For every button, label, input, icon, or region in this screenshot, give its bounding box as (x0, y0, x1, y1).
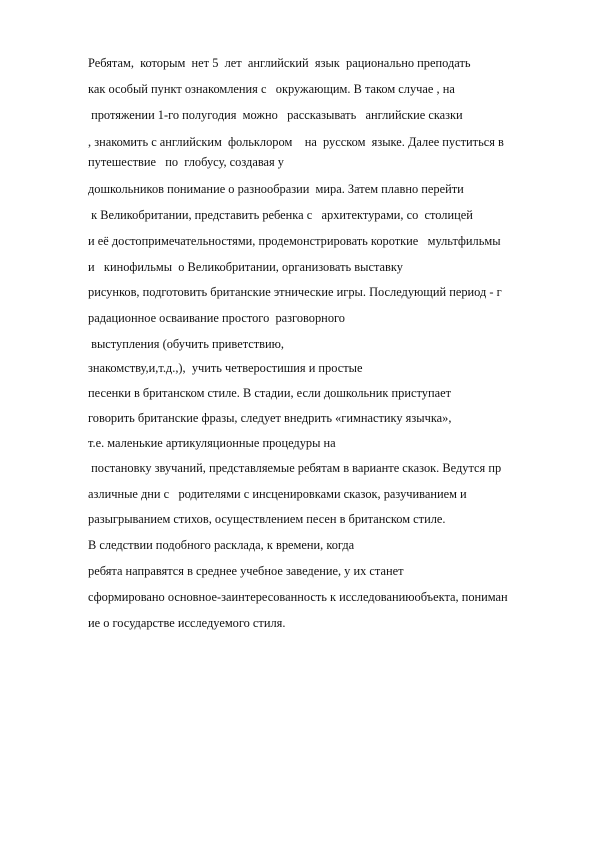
text-line: знакомству,и,т.д.,), учить четверостишия и простые (88, 361, 363, 375)
text-line: выступления (обучить приветствию, (88, 337, 285, 351)
text-line: как особый пункт ознакомления с окружающим. В таком случае , на (88, 82, 455, 96)
text-line: к Великобритании, представить ребенка с архитектурами, со столицей (88, 208, 473, 222)
text-line: рисунков, подготовить британские этнические игры. Последующий период - г (88, 285, 502, 299)
text-line: сформировано основное-заинтересованность к исследованиюобъекта, пониман (88, 590, 508, 604)
text-line: радационное осваивание простого разговорного (88, 311, 345, 325)
text-line: путешествие по глобусу, создавая у (88, 155, 284, 169)
text-line: ребята направятся в среднее учебное заведение, у их станет (88, 564, 404, 578)
text-line: постановку звучаний, представляемые ребятам в варианте сказок. Ведутся пр (88, 461, 502, 475)
text-line: и кинофильмы о Великобритании, организовать выставку (88, 260, 403, 274)
text-line: т.е. маленькие артикуляционные процедуры на (88, 436, 336, 450)
text-line: В следствии подобного расклада, к времени, когда (88, 538, 355, 552)
text-line: песенки в британском стиле. В стадии, если дошкольник приступает (88, 386, 451, 400)
text-line: , знакомить с английским фольклором на русском языке. Далее пуститься в (88, 135, 504, 149)
text-line: разыгрыванием стихов, осуществлением песен в британском стиле. (88, 512, 446, 526)
text-line: азличные дни с родителями с инсценировками сказок, разучиванием и (88, 487, 467, 501)
text-line: протяжении 1-го полугодия можно рассказывать английские сказки (88, 108, 463, 122)
text-line: ие о государстве исследуемого стиля. (88, 616, 286, 630)
text-line: и её достопримечательностями, продемонстрировать короткие мультфильмы (88, 234, 501, 248)
text-line: дошкольников понимание о разнообразии мира. Затем плавно перейти (88, 182, 464, 196)
text-line: говорить британские фразы, следует внедрить «гимнастику язычка», (88, 411, 452, 425)
text-line: Ребятам, которым нет 5 лет английский язык рационально преподать (88, 56, 471, 70)
